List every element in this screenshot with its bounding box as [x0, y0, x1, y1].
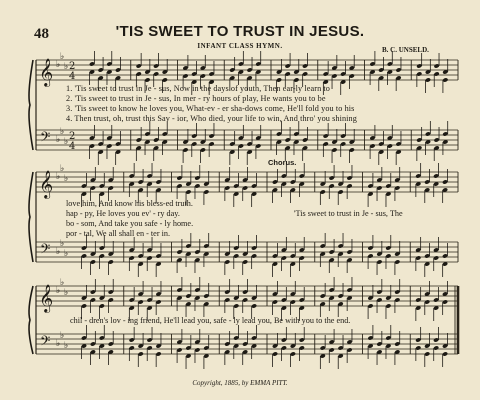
treble-clef: 𝄞 — [39, 170, 54, 198]
bass-clef: 𝄢 — [40, 241, 51, 260]
key-flat: ♭ — [56, 339, 61, 349]
verse-line-4: 4. Then trust, oh, trust this Sav - ior, Who died, your life to win, And thro' you shining — [66, 114, 357, 123]
key-flat: ♭ — [56, 60, 61, 70]
system2-lyric-4: por - tal, We all shall en - ter in. — [66, 229, 171, 238]
verse-line-3: 3. 'Tis sweet to know he loves you, What-ev - er sha-dows come, He'll fold you to his — [66, 104, 355, 113]
chorus-label: Chorus. — [268, 158, 297, 167]
hymn-subtitle: INFANT CLASS HYMN. — [197, 42, 283, 50]
treble-clef: 𝄞 — [39, 58, 54, 86]
bass-clef: 𝄢 — [40, 129, 51, 148]
key-flat: ♭ — [64, 174, 69, 184]
key-flat: ♭ — [64, 62, 69, 72]
key-flat: ♭ — [60, 52, 65, 62]
page-number: 48 — [34, 26, 49, 42]
chorus-lyric: 'Tis sweet to trust in Je - sus, The — [294, 209, 403, 218]
system2-lyric-2: hap - py, He loves you ev' - ry day. — [66, 209, 180, 218]
key-flat: ♭ — [60, 164, 65, 174]
key-flat: ♭ — [60, 278, 65, 288]
meter-bottom: 4 — [69, 141, 76, 152]
key-flat: ♭ — [60, 239, 65, 249]
system-brace — [29, 172, 33, 262]
system2-lyric-1: love him, And know his bless-ed truth. — [66, 199, 193, 208]
system2-lyric-3: bo - som, And take you safe - ly home. — [66, 219, 194, 228]
key-flat: ♭ — [60, 127, 65, 137]
verse-line-1: 1. 'Tis sweet to trust in Je - sus, Now in the days of youth, Then ear-ly learn to — [66, 84, 330, 93]
composer-credit: B. C. UNSELD. — [382, 46, 429, 54]
meter-top: 2 — [69, 131, 76, 142]
key-flat: ♭ — [56, 135, 61, 145]
system-brace — [29, 286, 33, 354]
verse-line-2: 2. 'Tis sweet to trust in Je - sus, In mer - ry hours of play, He wants you to be — [66, 94, 326, 103]
bass-clef: 𝄢 — [40, 333, 51, 352]
copyright-notice: Copyright, 1885, by EMMA PITT. — [192, 379, 288, 387]
key-flat: ♭ — [56, 247, 61, 257]
key-flat: ♭ — [56, 286, 61, 296]
system-brace — [29, 60, 33, 150]
hymn-title: 'TIS SWEET TO TRUST IN JESUS. — [115, 23, 365, 40]
key-flat: ♭ — [60, 331, 65, 341]
key-flat: ♭ — [64, 341, 69, 351]
key-flat: ♭ — [56, 172, 61, 182]
meter-top: 2 — [69, 61, 76, 72]
treble-clef: 𝄞 — [39, 284, 54, 312]
key-flat: ♭ — [64, 288, 69, 298]
key-flat: ♭ — [64, 249, 69, 259]
meter-bottom: 4 — [69, 71, 76, 82]
key-flat: ♭ — [64, 137, 69, 147]
system3-lyric: chil - dren's lov - ing friend, He'll lead you, safe - ly lead you, Be with you to the end. — [70, 316, 351, 325]
